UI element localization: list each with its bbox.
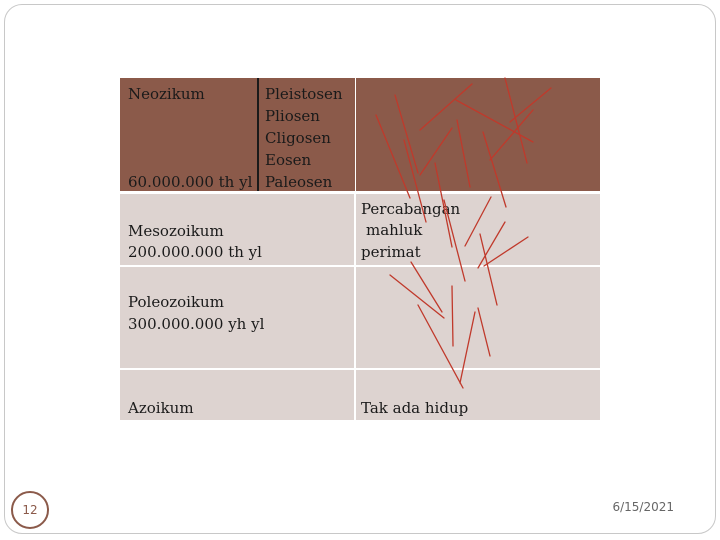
branch-line xyxy=(435,163,452,247)
epoch-4: Paleosen xyxy=(265,173,333,191)
branch-line xyxy=(478,308,490,356)
branch-line xyxy=(483,132,506,207)
azoikum-label: Azoikum xyxy=(128,399,194,417)
page-number: 12 xyxy=(22,503,38,517)
neozoikum-age: 60.000.000 th yl xyxy=(128,173,253,191)
epoch-3: Eosen xyxy=(265,151,312,169)
paleozoikum-label: Poleozoikum xyxy=(128,293,224,311)
branch-line xyxy=(404,140,426,222)
slide-date: 6/15/2021 xyxy=(612,500,674,514)
branch-line xyxy=(510,88,551,122)
branch-line xyxy=(444,200,465,281)
paleozoikum-age: 300.000.000 yh yl xyxy=(128,315,265,333)
branch-line xyxy=(460,312,475,383)
epoch-2: Cligosen xyxy=(265,129,331,147)
branching-note-line-2: mahluk xyxy=(366,221,423,239)
page-number-badge xyxy=(11,491,49,529)
branch-line xyxy=(418,305,463,388)
no-life-label: Tak ada hidup xyxy=(361,399,469,417)
branch-line xyxy=(452,286,453,346)
branching-note-line-3: perimat xyxy=(361,243,421,261)
branch-line xyxy=(465,197,491,246)
branch-line xyxy=(480,234,497,305)
epoch-1: Pliosen xyxy=(265,107,320,125)
branch-line xyxy=(390,275,444,318)
branch-line xyxy=(420,84,472,130)
branch-line xyxy=(456,100,533,142)
mesozoikum-label: Mesozoikum xyxy=(128,222,224,240)
epoch-0: Pleistosen xyxy=(265,85,343,103)
branch-line xyxy=(490,110,533,160)
branch-line xyxy=(484,237,528,266)
neozoikum-label: Neozikum xyxy=(128,85,205,103)
branch-lines xyxy=(376,78,551,388)
mesozoikum-age: 200.000.000 th yl xyxy=(128,243,262,261)
branch-line xyxy=(395,95,418,173)
branching-note-line-1: Percabangan xyxy=(361,200,461,218)
branch-line xyxy=(457,120,470,187)
